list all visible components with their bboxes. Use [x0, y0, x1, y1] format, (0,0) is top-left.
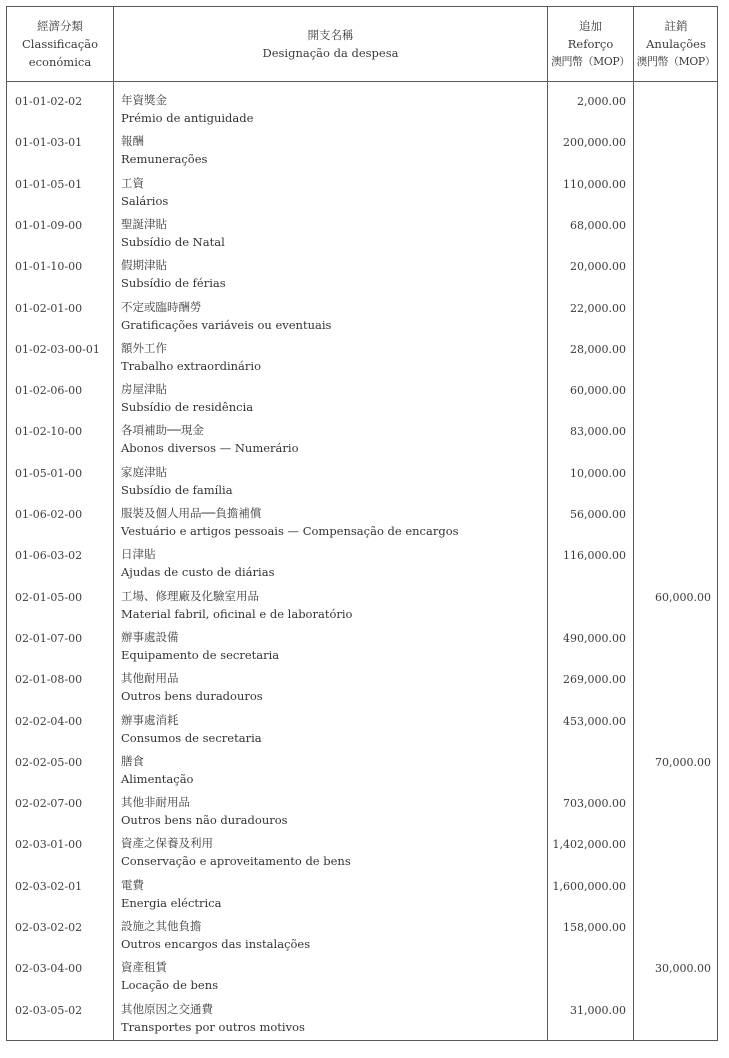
reforco-amount: 22,000.00 — [570, 301, 626, 315]
designation-pt: Ajudas de custo de diárias — [121, 565, 275, 580]
reforco-amount: 158,000.00 — [563, 921, 626, 934]
reforco-amount: 269,000.00 — [563, 673, 626, 687]
reforco-amount: 2,000.00 — [577, 95, 626, 108]
table-row — [7, 949, 717, 993]
designation-zh: 電費 — [121, 877, 144, 892]
designation-zh: 額外工作 — [121, 340, 167, 355]
reforco-amount: 116,000.00 — [563, 549, 626, 563]
reforco-amount: 20,000.00 — [570, 260, 626, 274]
reforco-amount: 1,402,000.00 — [552, 838, 626, 852]
designation-zh: 假期津貼 — [121, 258, 167, 273]
designation-pt: Trabalho extraordinário — [121, 358, 261, 373]
header-code-pt1: Classificação — [21, 37, 98, 51]
header-desc-pt: Designação da despesa — [262, 46, 399, 60]
designation-pt: Subsídio de férias — [121, 276, 226, 291]
economic-code: 01-01-09-00 — [15, 218, 83, 232]
economic-code: 01-06-03-02 — [15, 549, 83, 563]
table-row — [7, 784, 717, 828]
reforco-amount: 68,000.00 — [570, 218, 626, 232]
designation-zh: 資產租賃 — [121, 960, 167, 975]
designation-pt: Equipamento de secretaria — [121, 647, 280, 662]
designation-zh: 其他耐用品 — [121, 671, 179, 686]
economic-code: 02-03-04-00 — [15, 962, 83, 976]
designation-pt: Gratificações variáveis ou eventuais — [121, 317, 332, 332]
table-row — [7, 247, 717, 291]
designation-pt: Conservação e aproveitamento de bens — [121, 854, 351, 869]
header-reforco-zh: 追加 — [579, 19, 602, 33]
anulacoes-amount: 60,000.00 — [655, 590, 711, 604]
header-code — [7, 7, 113, 81]
reforco-amount: 490,000.00 — [563, 631, 626, 645]
reforco-amount: 703,000.00 — [563, 797, 626, 811]
table-row — [7, 123, 717, 167]
designation-pt: Remunerações — [121, 152, 208, 167]
economic-code: 02-03-02-01 — [15, 879, 83, 893]
reforco-amount: 28,000.00 — [570, 342, 626, 356]
header-anulacoes-zh: 註銷 — [664, 19, 688, 33]
reforco-amount: 10,000.00 — [570, 466, 626, 480]
economic-code: 01-02-10-00 — [15, 425, 83, 439]
designation-zh: 日津貼 — [121, 547, 156, 562]
designation-pt: Alimentação — [121, 771, 194, 786]
designation-pt: Consumos de secretaria — [121, 730, 262, 745]
designation-zh: 其他原因之交通費 — [121, 1001, 213, 1016]
designation-zh: 家庭津貼 — [121, 464, 167, 479]
economic-code: 02-03-01-00 — [15, 838, 83, 852]
designation-zh: 工資 — [121, 175, 144, 190]
header-designation — [114, 7, 547, 81]
reforco-amount: 83,000.00 — [570, 425, 626, 439]
header-anulacoes — [634, 7, 718, 81]
anulacoes-amount: 30,000.00 — [655, 962, 711, 976]
designation-pt: Prémio de antiguidade — [121, 111, 254, 125]
header-anulacoes-currency: 澳門幣（MOP） — [636, 55, 716, 68]
economic-code: 01-01-10-00 — [15, 260, 83, 274]
designation-zh: 不定或臨時酬勞 — [121, 299, 202, 314]
economic-code: 01-01-05-01 — [15, 177, 83, 191]
designation-zh: 辦事處設備 — [121, 629, 179, 644]
designation-zh: 報酬 — [121, 134, 144, 149]
table-row — [7, 206, 717, 247]
header-code-zh: 經濟分類 — [37, 19, 83, 33]
designation-zh: 工場、修理廠及化驗室用品 — [121, 588, 259, 603]
header-desc-zh: 開支名稱 — [307, 28, 354, 42]
designation-zh: 年資獎金 — [121, 93, 167, 107]
designation-pt: Locação de bens — [121, 978, 219, 993]
table-row — [7, 825, 717, 869]
economic-code: 02-03-05-02 — [15, 1003, 83, 1017]
header-code-pt2: económica — [28, 55, 92, 69]
economic-code: 01-06-02-00 — [15, 508, 83, 521]
economic-code: 02-01-08-00 — [15, 673, 83, 687]
table-row — [7, 908, 717, 949]
designation-zh: 聖誕津貼 — [121, 216, 167, 231]
table-row — [7, 371, 717, 415]
reforco-amount: 453,000.00 — [563, 714, 626, 728]
table-row — [7, 330, 717, 371]
table-row — [7, 991, 717, 1032]
designation-zh: 膳食 — [121, 753, 144, 768]
table-row — [7, 412, 717, 456]
table-row — [7, 660, 717, 704]
reforco-amount: 200,000.00 — [563, 136, 626, 150]
designation-zh: 服裝及個人用品──負擔補償 — [121, 506, 262, 520]
economic-code: 02-02-05-00 — [15, 755, 83, 769]
economic-code: 02-03-02-02 — [15, 921, 83, 934]
table-row — [7, 165, 717, 206]
designation-pt: Salários — [121, 193, 169, 208]
budget-table — [6, 6, 718, 1041]
designation-pt: Subsídio de Natal — [121, 234, 225, 249]
reforco-amount: 31,000.00 — [570, 1003, 626, 1017]
header-reforco-pt: Reforço — [567, 37, 614, 51]
designation-pt: Energia eléctrica — [121, 895, 222, 910]
table-row — [7, 743, 717, 784]
table-row — [7, 536, 717, 580]
designation-zh: 設施之其他負擔 — [121, 919, 202, 933]
designation-zh: 各項補助──現金 — [121, 423, 204, 438]
economic-code: 02-01-05-00 — [15, 590, 83, 604]
designation-zh: 房屋津貼 — [121, 382, 167, 397]
table-row — [7, 454, 717, 495]
economic-code: 01-01-02-02 — [15, 95, 83, 108]
designation-pt: Outros encargos das instalações — [121, 937, 311, 951]
designation-zh: 辦事處消耗 — [121, 712, 179, 727]
header-reforco-currency: 澳門幣（MOP） — [551, 55, 630, 68]
economic-code: 01-05-01-00 — [15, 466, 83, 480]
designation-pt: Outros bens não duradouros — [121, 813, 288, 828]
header-reforco — [548, 7, 633, 81]
reforco-amount: 110,000.00 — [563, 177, 626, 191]
table-row — [7, 82, 717, 123]
designation-pt: Transportes por outros motivos — [121, 1019, 305, 1034]
header-anulacoes-pt: Anulações — [646, 37, 706, 51]
table-row — [7, 867, 717, 908]
designation-pt: Material fabril, oficinal e de laboratório — [121, 606, 353, 621]
designation-pt: Subsídio de família — [121, 482, 233, 497]
designation-pt: Vestuário e artigos pessoais — Compensação de encargos — [121, 524, 459, 538]
economic-code: 02-02-04-00 — [15, 714, 83, 728]
designation-zh: 其他非耐用品 — [121, 795, 190, 810]
economic-code: 02-01-07-00 — [15, 631, 83, 645]
designation-zh: 資產之保養及利用 — [121, 836, 213, 851]
reforco-amount: 56,000.00 — [570, 508, 626, 521]
table-row — [7, 289, 717, 330]
economic-code: 01-02-03-00-01 — [15, 342, 100, 356]
economic-code: 01-01-03-01 — [15, 136, 83, 150]
table-row — [7, 495, 717, 536]
reforco-amount: 1,600,000.00 — [552, 879, 626, 893]
designation-pt: Subsídio de residência — [121, 400, 254, 415]
economic-code: 02-02-07-00 — [15, 797, 83, 811]
reforco-amount: 60,000.00 — [570, 384, 626, 398]
economic-code: 01-02-06-00 — [15, 384, 83, 398]
table-row — [7, 702, 717, 743]
designation-pt: Outros bens duradouros — [121, 689, 263, 704]
table-row — [7, 578, 717, 619]
economic-code: 01-02-01-00 — [15, 301, 83, 315]
table-row — [7, 619, 717, 660]
anulacoes-amount: 70,000.00 — [655, 755, 711, 769]
designation-pt: Abonos diversos — Numerário — [121, 441, 299, 456]
